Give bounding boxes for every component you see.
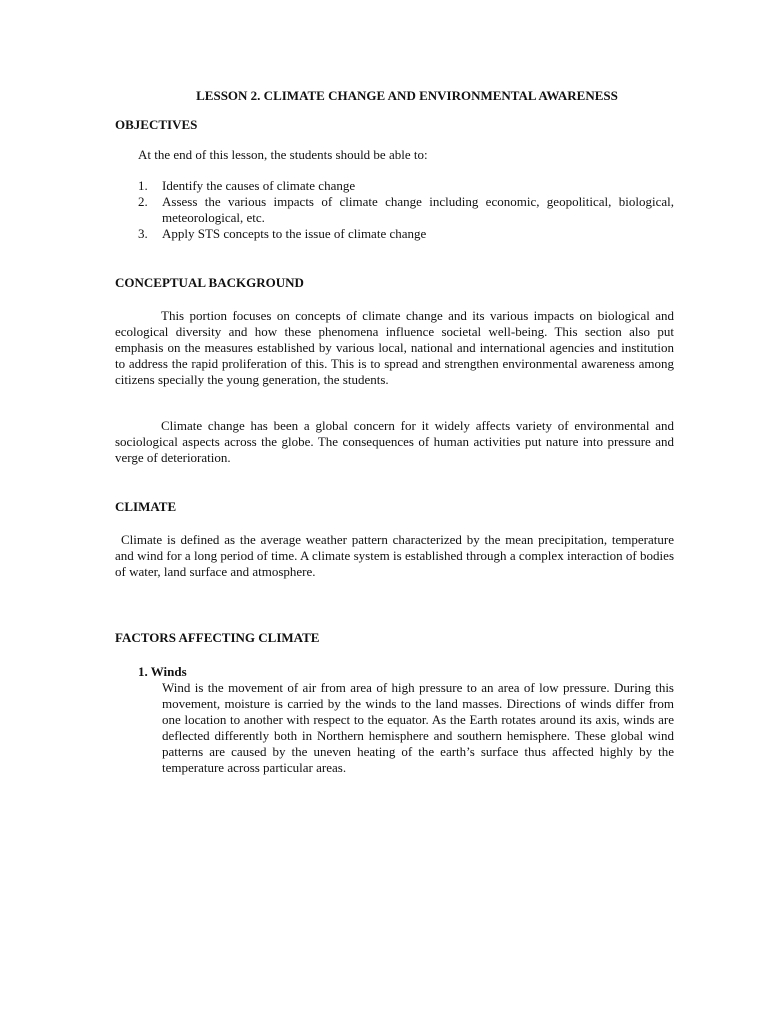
objective-item (138, 226, 674, 242)
objective-text: Assess the various impacts of climate change including economic, geopolitical, biological, meteorological, etc. (162, 194, 674, 225)
objective-item (138, 178, 674, 194)
factor-label-winds: 1. Winds (138, 664, 187, 679)
objective-number: 1. (138, 178, 148, 193)
objective-item (138, 194, 674, 226)
lesson-title: LESSON 2. CLIMATE CHANGE AND ENVIRONMENTAL AWARENESS (196, 88, 618, 103)
background-paragraph: This portion focuses on concepts of climate change and its various impacts on biological and ecological diversity and how these phenomena influence societal well-being. This section also put emphasis on the measures established by various local, national and international agencies and institution to address the rapid proliferation of this. This is to spread and strengthen environmental awareness among citizens specially the young generation, the students. (115, 308, 674, 387)
conceptual-background-heading: CONCEPTUAL BACKGROUND (115, 275, 304, 290)
climate-heading: CLIMATE (115, 499, 177, 514)
background-paragraph: Climate change has been a global concern for it widely affects variety of environmental and sociological aspects across the globe. The consequences of human activities put nature into pressure and verge of deterioration. (115, 418, 674, 465)
objective-text: Apply STS concepts to the issue of climate change (162, 226, 427, 241)
objectives-heading: OBJECTIVES (115, 117, 198, 132)
objective-number: 2. (138, 194, 148, 209)
factors-heading: FACTORS AFFECTING CLIMATE (115, 630, 320, 645)
factor-text-winds: Wind is the movement of air from area of high pressure to an area of low pressure. During this movement, moisture is carried by the winds to the land masses. Directions of winds differ from one location to another with respect to the equator. As the Earth rotates around its axis, winds are deflected differently both in Northern hemisphere and southern hemisphere. These global wind patterns are caused by the uneven heating of the earth’s surface thus affected highly by the temperature across particular areas. (162, 680, 674, 775)
objective-text: Identify the causes of climate change (162, 178, 356, 193)
objectives-intro: At the end of this lesson, the students should be able to: (138, 147, 428, 162)
objective-number: 3. (138, 226, 148, 241)
climate-paragraph: Climate is defined as the average weather pattern characterized by the mean precipitation, temperature and wind for a long period of time. A climate system is established through a complex interaction of bodies of water, land surface and atmosphere. (115, 532, 674, 579)
